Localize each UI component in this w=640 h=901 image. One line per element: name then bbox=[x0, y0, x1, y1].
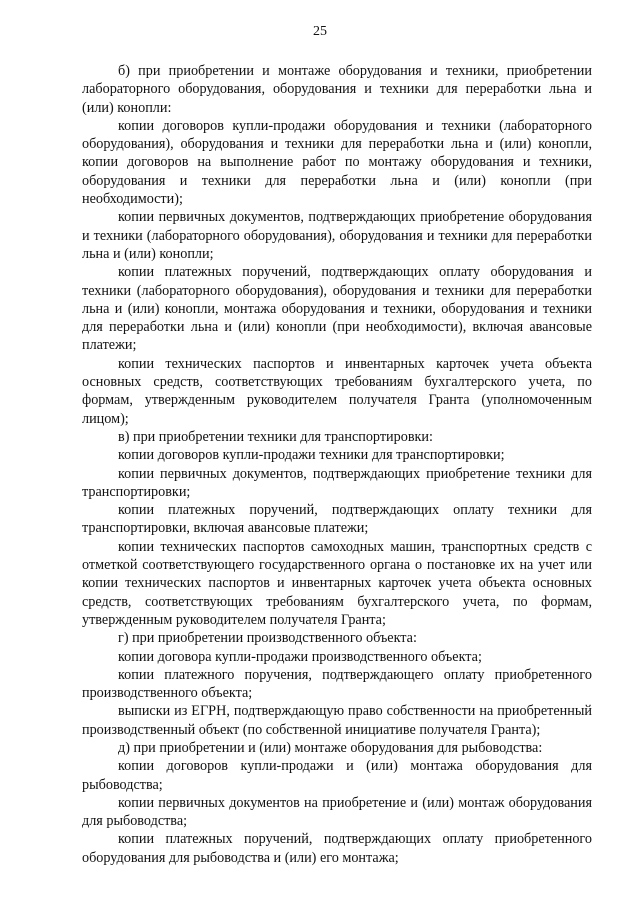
paragraph-v-heading: в) при приобретении техники для транспортировки: bbox=[118, 428, 433, 445]
paragraph-b-heading: б) при приобретении и монтаже оборудования и техники, приобретении лабораторного оборудования, оборудования и техники для переработки льна и (или) конопли: bbox=[82, 63, 592, 116]
paragraph: копии договоров купли-продажи и (или) монтажа оборудования для рыбоводства; bbox=[82, 758, 592, 793]
paragraph: копии первичных документов на приобретение и (или) монтаж оборудования для рыбоводства; bbox=[82, 794, 592, 830]
paragraph-g-heading: г) при приобретении производственного объекта: bbox=[118, 630, 417, 647]
paragraph: копии платежных поручений, подтверждающих оплату оборудования и техники (лабораторного оборудования), оборудования и техники для переработки льна и (или) конопли, монтажа оборудования и техники, оборудования и техники для переработки льна и (или) конопли (при необходимости), включая авансовые платежи; bbox=[82, 264, 592, 354]
paragraph-d-heading: д) при приобретении и (или) монтаже оборудования для рыбоводства: bbox=[118, 739, 543, 756]
paragraph: выписки из ЕГРН, подтверждающую право собственности на приобретенный производственный объект (по собственной инициативе получателя Гранта); bbox=[82, 703, 592, 738]
paragraph: копии договоров купли-продажи техники для транспортировки; bbox=[118, 447, 505, 464]
paragraph: копии договоров купли-продажи оборудования и техники (лабораторного оборудования), оборудования и техники для переработки льна и (или) конопли, копии договоров на выполнение работ по монтажу оборудования и техники, оборудования и техники для переработки льна и (или) конопли (при необходимости); bbox=[82, 117, 592, 208]
document-body bbox=[82, 62, 592, 867]
paragraph: копии договора купли-продажи производственного объекта; bbox=[118, 648, 482, 665]
paragraph: копии первичных документов, подтверждающих приобретение техники для транспортировки; bbox=[82, 465, 592, 500]
paragraph: копии технических паспортов и инвентарных карточек учета объекта основных средств, соответствующих требованиям бухгалтерского учета, по формам, утвержденным руководителем получателя Гранта (уполномоченным лицом); bbox=[82, 355, 592, 427]
paragraph: копии платежного поручения, подтверждающего оплату приобретенного производственного объекта; bbox=[82, 666, 592, 702]
paragraph: копии платежных поручений, подтверждающих оплату приобретенного оборудования для рыбоводства и (или) его монтажа; bbox=[82, 831, 592, 866]
paragraph: копии первичных документов, подтверждающих приобретение оборудования и техники (лабораторного оборудования), оборудования и техники для переработки льна и (или) конопли; bbox=[82, 209, 592, 262]
paragraph: копии технических паспортов самоходных машин, транспортных средств с отметкой соответствующего государственного органа о постановке их на учет или копии технических паспортов и инвентарных карточек учета объекта основных средств, соответствующих требованиям бухгалтерского учета, по формам, утвержденным руководителем получателя Гранта; bbox=[82, 538, 592, 628]
paragraph: копии платежных поручений, подтверждающих оплату техники для транспортировки, включая авансовые платежи; bbox=[82, 502, 592, 537]
page-number: 25 bbox=[313, 24, 327, 39]
